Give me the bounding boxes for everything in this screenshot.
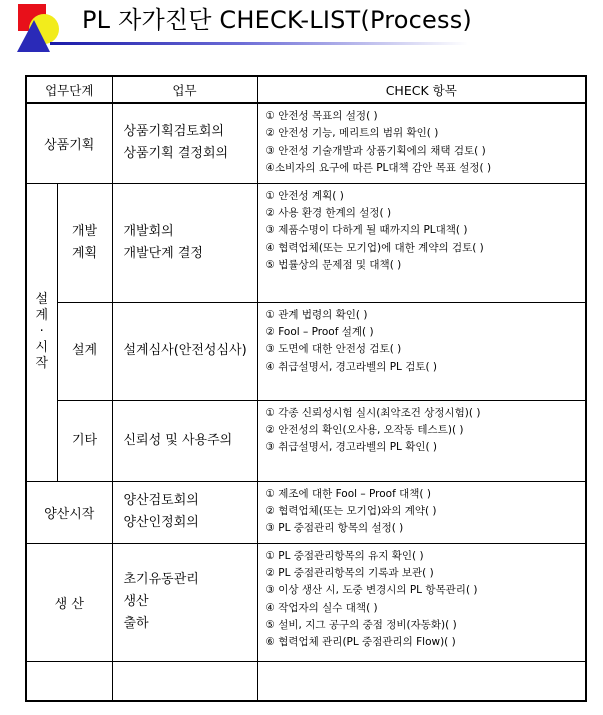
check-item: ① 안전성 목표의 설정( ): [265, 110, 378, 122]
substage-design: 설계: [57, 302, 112, 400]
stage-product-planning: 상품기획: [26, 103, 112, 183]
stage-cutoff: [26, 661, 112, 701]
header-check: CHECK 항목: [257, 76, 586, 103]
check-item: ⑤ 설비, 지그 공구의 중점 정비(자동화)( ): [265, 619, 457, 632]
check-item: ② Fool – Proof 설계( ): [265, 325, 374, 338]
row-production: [26, 543, 586, 661]
task-line: 개발회의: [123, 223, 174, 239]
task-dev-plan: [112, 183, 257, 302]
checklist-table: [25, 75, 587, 702]
check-item: ① PL 중점관리항목의 유지 확인( ): [265, 549, 424, 562]
check-item: ② 협력업체(또는 모기업)와의 계약( ): [265, 504, 437, 517]
check-item: ① 관계 법령의 확인( ): [265, 308, 368, 321]
header-row: [26, 76, 586, 103]
row-etc: [26, 400, 586, 481]
task-line: 상품기획 결정회의: [123, 146, 229, 162]
task-line: 양산인정회의: [123, 515, 199, 530]
check-item: ⑥ 협력업체 관리(PL 중점관리의 Flow)( ): [265, 636, 456, 649]
row-dev-plan: [26, 183, 586, 302]
task-etc: 신뢰성 및 사용주의: [112, 400, 257, 481]
checks-dev-plan: [257, 183, 586, 302]
check-item: ③ 도면에 대한 안전성 검토( ): [265, 343, 402, 356]
checks-mass-trial: [257, 481, 586, 543]
stage-mass-trial: 양산시작: [26, 481, 112, 543]
substage-etc: 기타: [57, 400, 112, 481]
check-item: ④ 취급설명서, 경고라벨의 PL 검토( ): [265, 360, 438, 373]
check-item: ③ 제품수명이 다하게 될 때까지의 PL대책( ): [265, 224, 468, 237]
check-item: ② 사용 환경 한계의 설정( ): [265, 206, 392, 219]
check-item: ④ 협력업체(또는 모기업)에 대한 계약의 검토( ): [265, 241, 484, 254]
check-item: ③ 이상 생산 시, 도중 변경시의 PL 항목관리( ): [265, 584, 478, 597]
logo-shapes-icon: [0, 0, 70, 60]
row-mass-trial: [26, 481, 586, 543]
header-task: 업무: [112, 76, 257, 103]
task-line: 개발단계 결정: [123, 245, 203, 261]
checks-cutoff: [257, 661, 586, 701]
stage-production: 생 산: [26, 543, 112, 661]
page-title: PL 자가진단 CHECK-LIST(Process): [82, 6, 472, 34]
row-design: [26, 302, 586, 400]
row-product-planning: [26, 103, 586, 183]
check-item: ① 각종 신뢰성시험 실시(최악조건 상정시험)( ): [265, 406, 481, 419]
substage-dev-plan: 개발 계획: [57, 183, 112, 302]
check-item: ② PL 중점관리항목의 기록과 보관( ): [265, 566, 434, 579]
checks-production: [257, 543, 586, 661]
check-item: ② 안전성의 확인(오사용, 오작동 테스트)( ): [265, 423, 464, 436]
stage-design-trial: 설 계 · 시 작: [26, 183, 57, 481]
task-line: 출하: [123, 616, 149, 631]
task-line: 초기유동관리: [123, 572, 199, 587]
check-item: ④소비자의 요구에 따른 PL대책 감안 목표 설정( ): [265, 162, 492, 175]
check-item: ③ 취급설명서, 경고라벨의 PL 확인( ): [265, 441, 438, 454]
checks-product-planning: [257, 103, 586, 183]
checks-etc: [257, 400, 586, 481]
check-item: ③ PL 중점관리 항목의 설정( ): [265, 522, 404, 535]
check-item: ① 안전성 계획( ): [265, 189, 344, 202]
task-cutoff: [112, 661, 257, 701]
title-underline: [50, 42, 468, 45]
check-item: ② 안전성 기능, 메리트의 범위 확인( ): [265, 127, 439, 140]
checklist-sheet: [25, 75, 585, 715]
task-line: 생산: [123, 594, 149, 609]
task-mass-trial: [112, 481, 257, 543]
check-item: ⑤ 법률상의 문제점 및 대책( ): [265, 259, 402, 272]
task-production: [112, 543, 257, 661]
check-item: ③ 안전성 기술개발과 상품기획에의 채택 검토( ): [265, 144, 486, 157]
row-cutoff: [26, 661, 586, 701]
header-stage: 업무단계: [26, 76, 112, 103]
task-product-planning: [112, 103, 257, 183]
task-line: 양산검토회의: [123, 493, 199, 508]
task-design: 설계심사(안전성심사): [112, 302, 257, 400]
checks-design: [257, 302, 586, 400]
task-line: 상품기획검토회의: [123, 124, 224, 140]
check-item: ④ 작업자의 실수 대책( ): [265, 601, 378, 614]
check-item: ① 제조에 대한 Fool – Proof 대책( ): [265, 487, 431, 500]
